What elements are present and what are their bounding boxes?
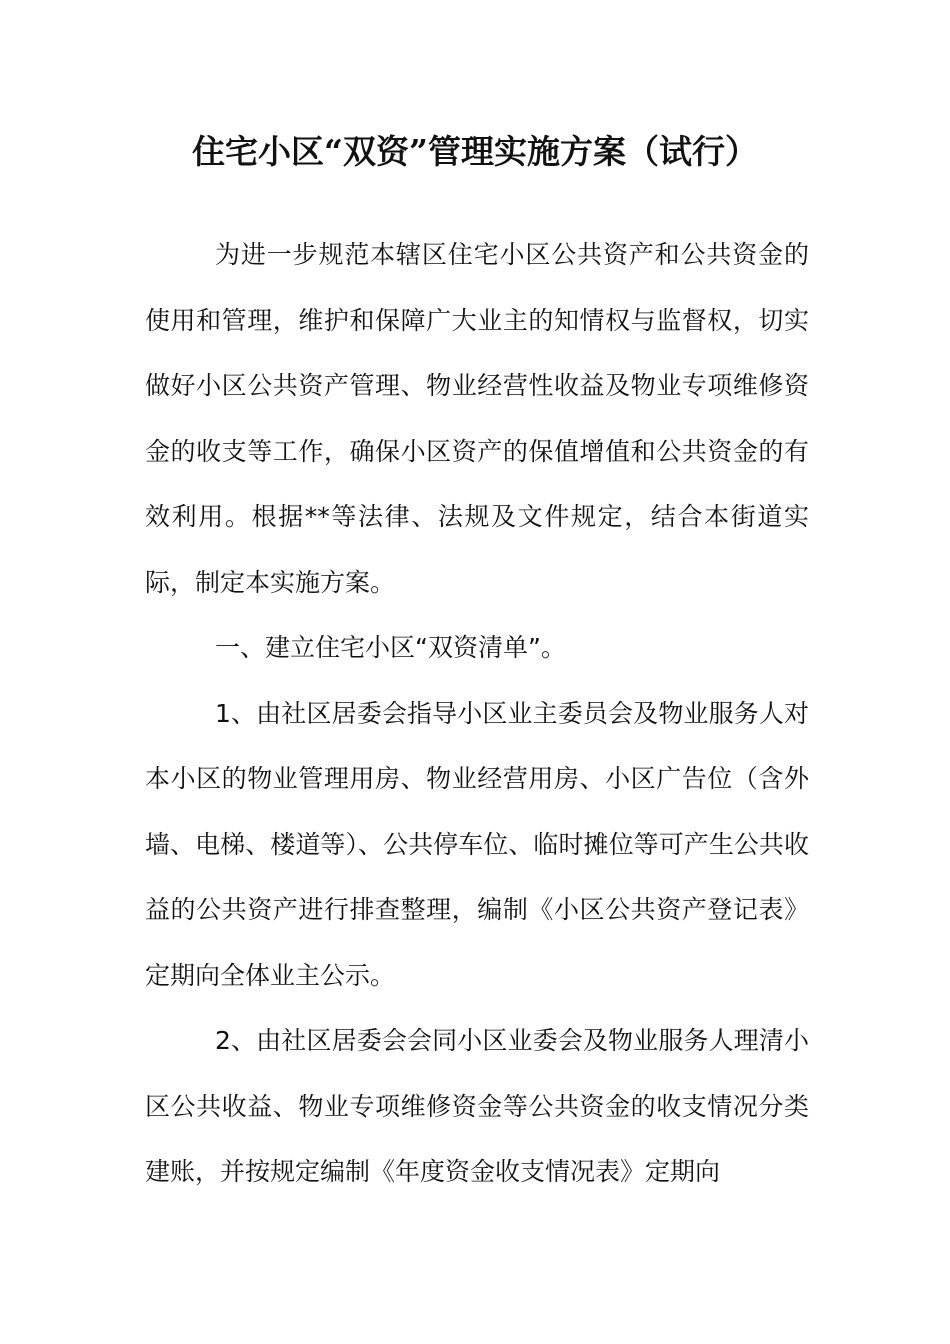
- paragraph-item-1: 1、由社区居委会指导小区业主委员会及物业服务人对本小区的物业管理用房、物业经营用房、小区广告位（含外墙、电梯、楼道等）、公共停车位、临时摊位等可产生公共收益的公共资产进行排查整理，编制《小区公共资产登记表》定期向全体业主公示。: [145, 698, 809, 990]
- section-heading-1: 一、建立住宅小区“双资清单”。: [215, 633, 566, 662]
- paragraph-intro: 为进一步规范本辖区住宅小区公共资产和公共资金的使用和管理，维护和保障广大业主的知情权与监督权，切实做好小区公共资产管理、物业经营性收益及物业专项维修资金的收支等工作，确保小区资产的保值增值和公共资金的有效利用。根据**等法律、法规及文件规定，结合本街道实际，制定本实施方案。: [145, 240, 809, 597]
- document-body: [145, 222, 809, 1205]
- document-title: 住宅小区“双资”管理实施方案（试行）: [192, 132, 758, 171]
- paragraph-item-2: 2、由社区居委会会同小区业委会及物业服务人理清小区公共收益、物业专项维修资金等公共资金的收支情况分类建账，并按规定编制《年度资金收支情况表》定期向: [145, 1026, 809, 1186]
